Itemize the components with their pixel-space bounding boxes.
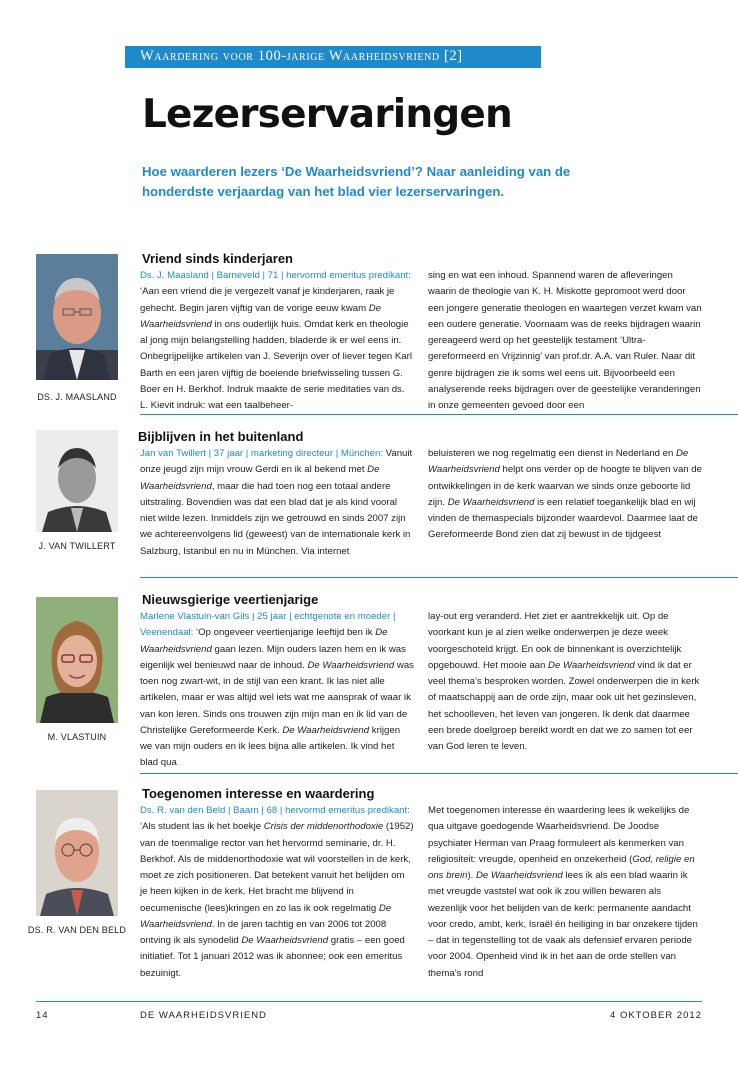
series-banner: Waardering voor 100-jarige Waarheidsvriend [2] (125, 46, 541, 68)
book-title: Crisis der middenorthodoxie (263, 821, 384, 833)
text-run: in ons ouderlijk huis. Omdat kerk en theologie al jong mijn belangstelling hadden, bladerde ik er wel eens in. Onbegrijpelijke artikelen van J. Severijn over of liever tegen Karl Barth en een jaren vijftig de boeiende briefwisseling tussen G. Boer en H. Berkhof. Indruk maakte de serie meditaties van ds. L. Kievit indruk: wat een taalbeheer- (140, 318, 412, 411)
text-run: gratis – een goed initiatief. Tot 1 januari 2012 was ik abonnee; ook een emeritus bezuinigt. (140, 935, 405, 979)
portrait-photo (36, 430, 118, 532)
photo-caption: DS. J. MAASLAND (37, 392, 117, 402)
text-run: helpt ons verder op de hoogte te blijven van de ontwikkelingen in de kerk waarvan we sinds onze geboorte lid zijn. (428, 464, 702, 508)
portrait-vlastuin-image (36, 597, 118, 723)
article-column-left (140, 446, 414, 560)
section-title: Vriend sinds kinderjaren (142, 251, 293, 266)
text-run: beluisteren we nog regelmatig een dienst in Nederland en (428, 448, 676, 459)
text-run: . In de jaren tachtig en van 2006 tot 2008 ontving ik als synodelid (140, 918, 387, 946)
footer-divider (36, 1001, 702, 1002)
text-run: (1952) van de toenmalige rector van het hervormd seminarie, dr. H. Berkhof. Als de middenorthodoxie wat wil voorstellen in de kerk, moet ze zich positioneren. Dat betekent vanuit het belijden om je heen kijken in de kerk. Het bracht me blijvend in oecumenische (lees)kringen en zo las ik ook regelmatig (140, 821, 414, 914)
portrait-van-den-beld-image (36, 790, 118, 916)
section-divider (140, 773, 738, 774)
section-divider (140, 414, 738, 415)
publication-name: De Waarheidsvriend (241, 935, 329, 946)
article-column-right (428, 803, 702, 982)
article-column-left (140, 803, 414, 982)
text-run: sing en wat een inhoud. Spannend waren de afleveringen waarin de theologie van K. H. Miskotte gepromoot werd door een jongere generatie theologen en waartegen verzet kwam van een oudere generatie. Voornaam was de reeks bijdragen waarin gereageerd werd op het geestelijk testament ‘Ultra-gereformeerd en Vrijzinnig’ van prof.dr. A.A. van Ruler. Naar dit genre bijdragen zie ik soms wel eens uit. Bijvoorbeeld een analyserende reeks bijdragen over de geestelijke veranderingen in onze gemeenten gevoed door een (428, 270, 702, 411)
portrait-photo (36, 597, 118, 723)
section-title: Toegenomen interesse en waardering (142, 786, 375, 801)
publication-name: De Waarheidsvriend (548, 659, 635, 671)
text-run: vind ik dat er veel thema’s besproken worden. Zowel onderwerpen die in kerk of maatschappij aan de orde zijn, maar ook uit het gezinsleven, het schoolleven, het leven van jongeren. Ik denk dat daarmee een brede doelgroep bereikt wordt en dat we zo samen tot eer van God leren te leven. (428, 659, 700, 752)
intro-text: Hoe waarderen lezers ‘De Waarheidsvriend’? Naar aanleiding van de honderdste verjaardag van het blad vier lezerservaringen. (142, 164, 571, 199)
publication-name: De Waarheidsvriend (282, 724, 370, 736)
text-run: krijgen we van mijn ouders en ik lees bijna alle artikelen. Ik vind het blad qua (140, 724, 401, 769)
section-title: Bijblijven in het buitenland (138, 429, 304, 444)
page-title: Lezerservaringen (142, 92, 513, 137)
byline: Ds. R. van den Beld | Baarn | 68 | hervormd emeritus predikant: (140, 805, 410, 816)
text-run: was toen nog zwart-wit, in de stijl van een krant. Ik las niet alle artikelen, maar er was altijd wel iets wat me aansprak of waar ik van kon leren. Sinds ons trouwen zijn mijn man en ik lid van de Christelijke Gereformeerde Kerk. (140, 659, 414, 736)
portrait-photo (36, 790, 118, 916)
publication-name: De Waarheidsvriend (140, 464, 380, 492)
text-run: lees ik als een blad waarin ik met vreugde vaststel wat ook ik zou willen bewaren als wezenlijk voor het belijden van de kerk: permanente aandacht voor credo, ambt, kerk, Israël én heiliging in bar onzekere tijden – dat in tegenstelling tot de vaak als defensief ervaren periode voor 2004. Openheid vind ik in het aan de orde stellen van thema’s rond (428, 870, 698, 979)
publication-name: De Waarheidsvriend (428, 448, 689, 476)
publication-name: De Waarheidsvriend (140, 302, 382, 330)
text-run: Met toegenomen interesse én waardering lees ik wekelijks de qua uitgave goedogende Waarheidsvriend. De Joodse psychiater Herman van Praag formuleert als kenmerken van religiositeit: vreugde, openheid en onzekerheid ( (428, 805, 690, 865)
photo-caption: J. VAN TWILLERT (38, 541, 116, 551)
byline: Marlene Vlastuin-van Gils | 25 jaar | echtgenote en moeder | Veenendaal: (140, 611, 396, 639)
publication-name: De Waarheidsvriend (476, 870, 563, 881)
article-column-left (140, 268, 414, 414)
byline: Ds. J. Maasland | Barneveld | 71 | hervormd emeritus predikant: (140, 270, 411, 281)
text-run: ‘Op ongeveer veertienjarige leeftijd ben ik (193, 627, 376, 639)
article-column-right (428, 268, 702, 414)
publication-name: De Waarheidsvriend (140, 902, 392, 930)
publication-name-footer: DE WAARHEIDSVRIEND (140, 1010, 267, 1021)
portrait-van-twillert-image (36, 430, 118, 532)
publication-name: De Waarheidsvriend (447, 496, 535, 508)
text-run: ). (467, 870, 476, 881)
byline: Jan van Twillert | 37 jaar | marketing directeur | München: (140, 448, 383, 459)
photo-caption: DS. R. VAN DEN BELD (27, 925, 127, 935)
text-run: ‘Aan een vriend die je vergezelt vanaf je kinderjaren, raak je gehecht. Begin jaren vijftig van de vorige eeuw kwam (140, 286, 395, 314)
issue-date: 4 OKTOBER 2012 (610, 1010, 702, 1021)
text-run: , maar die had toen nog een totaal andere uitstraling. Bovendien was dat een blad dat je als kind vooral niet wilde lezen. Inmiddels zijn we getrouwd en sinds 2007 zijn we achtereenvolgens lid (geweest) van de internationale kerk in Salzburg, Istanbul en nu in München. Via internet (140, 480, 411, 557)
publication-name: De Waarheidsvriend (307, 659, 395, 671)
portrait-photo (36, 254, 118, 380)
text-run: is een relatief toegankelijk blad en wij vinden de themaspecials bijzonder waardevol. Daarmee laat de Gereformeerde Bond zien dat zij bewust in de tijdgeest (428, 496, 698, 541)
section-divider (140, 577, 738, 578)
text-run: Vanuit onze jeugd zijn mijn vrouw Gerdi en ik al bekend met (140, 448, 413, 476)
text-run: gaan lezen. Mijn ouders lazen hem en ik was eigenlijk wel benieuwd naar de inhoud. (140, 643, 406, 671)
article-column-right (428, 609, 702, 755)
photo-caption: M. VLASTUIN (47, 732, 107, 742)
text-run: ‘Als student las ik het boekje (140, 821, 264, 833)
page-number: 14 (36, 1010, 49, 1021)
section-title: Nieuwsgierige veertienjarige (142, 592, 319, 607)
portrait-maasland-image (36, 254, 118, 380)
article-column-left (140, 609, 414, 772)
article-column-right (428, 446, 702, 544)
text-run: lay-out erg veranderd. Het ziet er aantrekkelijk uit. Op de voorkant kun je al zien welke onderwerpen je deze week voorgeschoteld krijgt. En ook de binnenkant is overzichtelijk opgebouwd. Het mooie aan (428, 611, 682, 671)
publication-name: De Waarheidsvriend (140, 627, 388, 655)
book-title: God, religie en ons brein (428, 853, 695, 881)
